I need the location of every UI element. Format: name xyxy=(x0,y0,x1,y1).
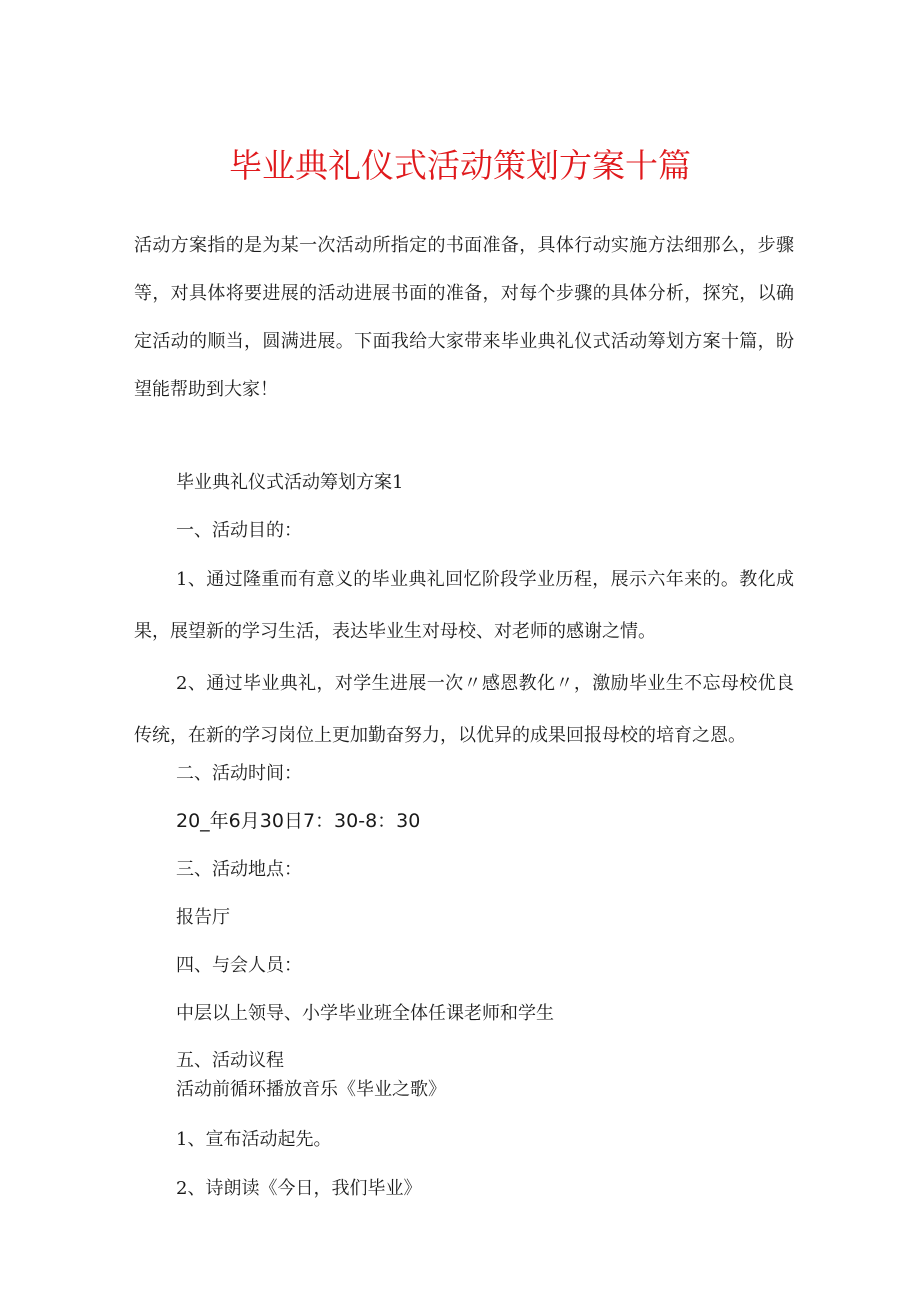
people-value: 中层以上领导、小学毕业班全体任课老师和学生 xyxy=(176,1003,554,1024)
heading-purpose: 一、活动目的： xyxy=(176,520,302,541)
time-value: 20_年6月30日7：30-8：30 xyxy=(176,810,421,832)
intro-paragraph: 活动方案指的是为某一次活动所指定的书面准备，具体行动实施方法细那么，步骤等，对具体将要进展的活动进展书面的准备，对每个步骤的具体分析，探究，以确定活动的顺当，圆满进展。下面我给大家带来毕业典礼仪式活动筹划方案十篇，盼望能帮助到大家！ xyxy=(134,235,794,400)
purpose-item-1: 1、通过隆重而有意义的毕业典礼回忆阶段学业历程，展示六年来的。教化成果，展望新的学习生活，表达毕业生对母校、对老师的感谢之情。 xyxy=(134,569,794,642)
place-value: 报告厅 xyxy=(176,907,230,928)
section-title: 毕业典礼仪式活动筹划方案1 xyxy=(176,472,404,493)
document-title: 毕业典礼仪式活动策划方案十篇 xyxy=(229,146,691,185)
heading-time: 二、活动时间： xyxy=(176,763,302,784)
heading-people: 四、与会人员： xyxy=(176,955,302,976)
heading-agenda: 五、活动议程 xyxy=(176,1050,284,1071)
agenda-item-1: 1、宣布活动起先。 xyxy=(176,1129,332,1150)
agenda-pre: 活动前循环播放音乐《毕业之歌》 xyxy=(176,1079,446,1100)
purpose-item-2: 2、通过毕业典礼，对学生进展一次〃感恩教化〃，激励毕业生不忘母校优良传统，在新的学习岗位上更加勤奋努力，以优异的成果回报母校的培育之恩。 xyxy=(134,673,794,746)
heading-place: 三、活动地点： xyxy=(176,859,302,880)
agenda-item-2: 2、诗朗读《今日，我们毕业》 xyxy=(176,1178,422,1199)
